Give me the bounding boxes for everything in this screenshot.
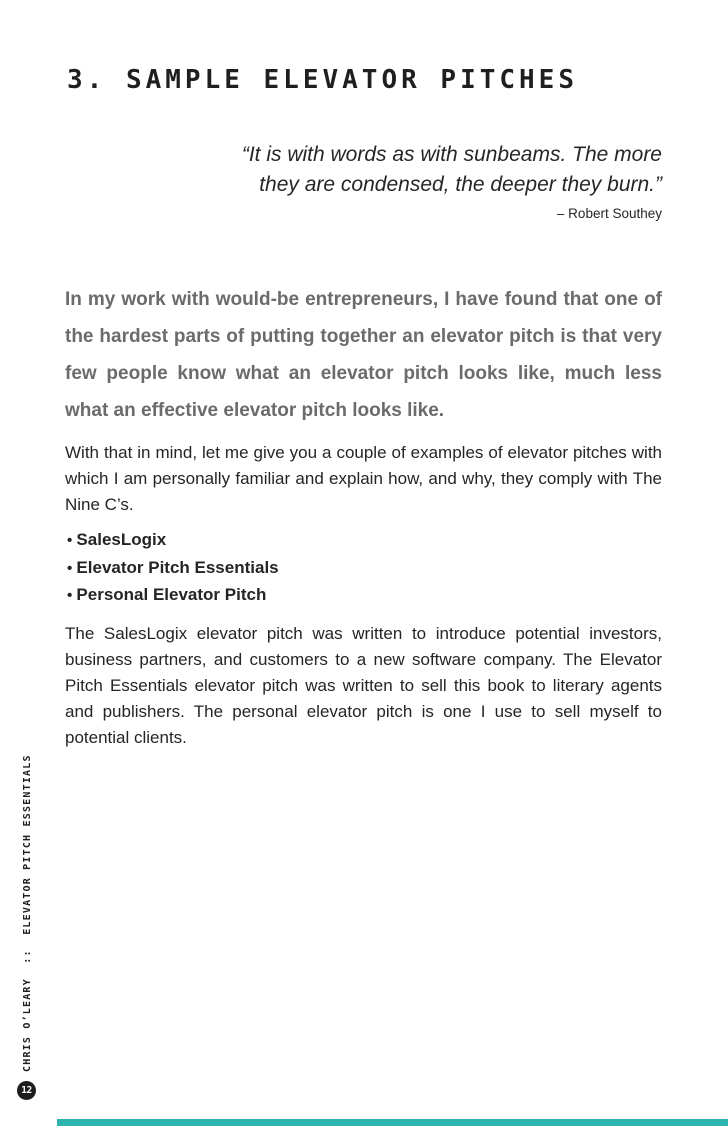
examples-intro-paragraph: With that in mind, let me give you a couple of examples of elevator pitches with which I am personally familiar and explain how, and why, they comply with The Nine C’s. [65, 443, 662, 514]
list-item-elevator-pitch-essentials: • Elevator Pitch Essentials [67, 555, 662, 583]
lead-paragraph: In my work with would-be entrepreneurs, I have found that one of the hardest parts of putting together an elevator pitch is that very few people know what an elevator pitch looks like, much less what an effective elevator pitch looks like. [65, 289, 662, 421]
running-footer-text: CHRIS O’LEARY :: ELEVATOR PITCH ESSENTIALS [22, 754, 33, 1072]
footer-accent-bar [57, 1119, 728, 1126]
epigraph-quote-line-1: “It is with words as with sunbeams. The more [241, 143, 662, 166]
epigraph-attribution: – Robert Southey [556, 206, 662, 221]
detail-paragraph: The SalesLogix elevator pitch was written to introduce potential investors, business partners, and customers to a new software company. The Elevator Pitch Essentials elevator pitch was written to sell this book to literary agents and publishers. The personal elevator pitch is one I use to sell myself to potential clients. [65, 623, 662, 747]
chapter-title: 3. SAMPLE ELEVATOR PITCHES [67, 65, 578, 95]
page-number: 12 [21, 1085, 32, 1096]
epigraph [65, 140, 662, 223]
page-content [65, 0, 662, 751]
list-item-personal-elevator-pitch: • Personal Elevator Pitch [67, 582, 662, 610]
page-number-badge [17, 1081, 36, 1100]
epigraph-quote-line-2: they are condensed, the deeper they burn.” [259, 173, 662, 196]
pitch-list [65, 527, 662, 610]
list-item-saleslogix: • SalesLogix [67, 527, 662, 555]
